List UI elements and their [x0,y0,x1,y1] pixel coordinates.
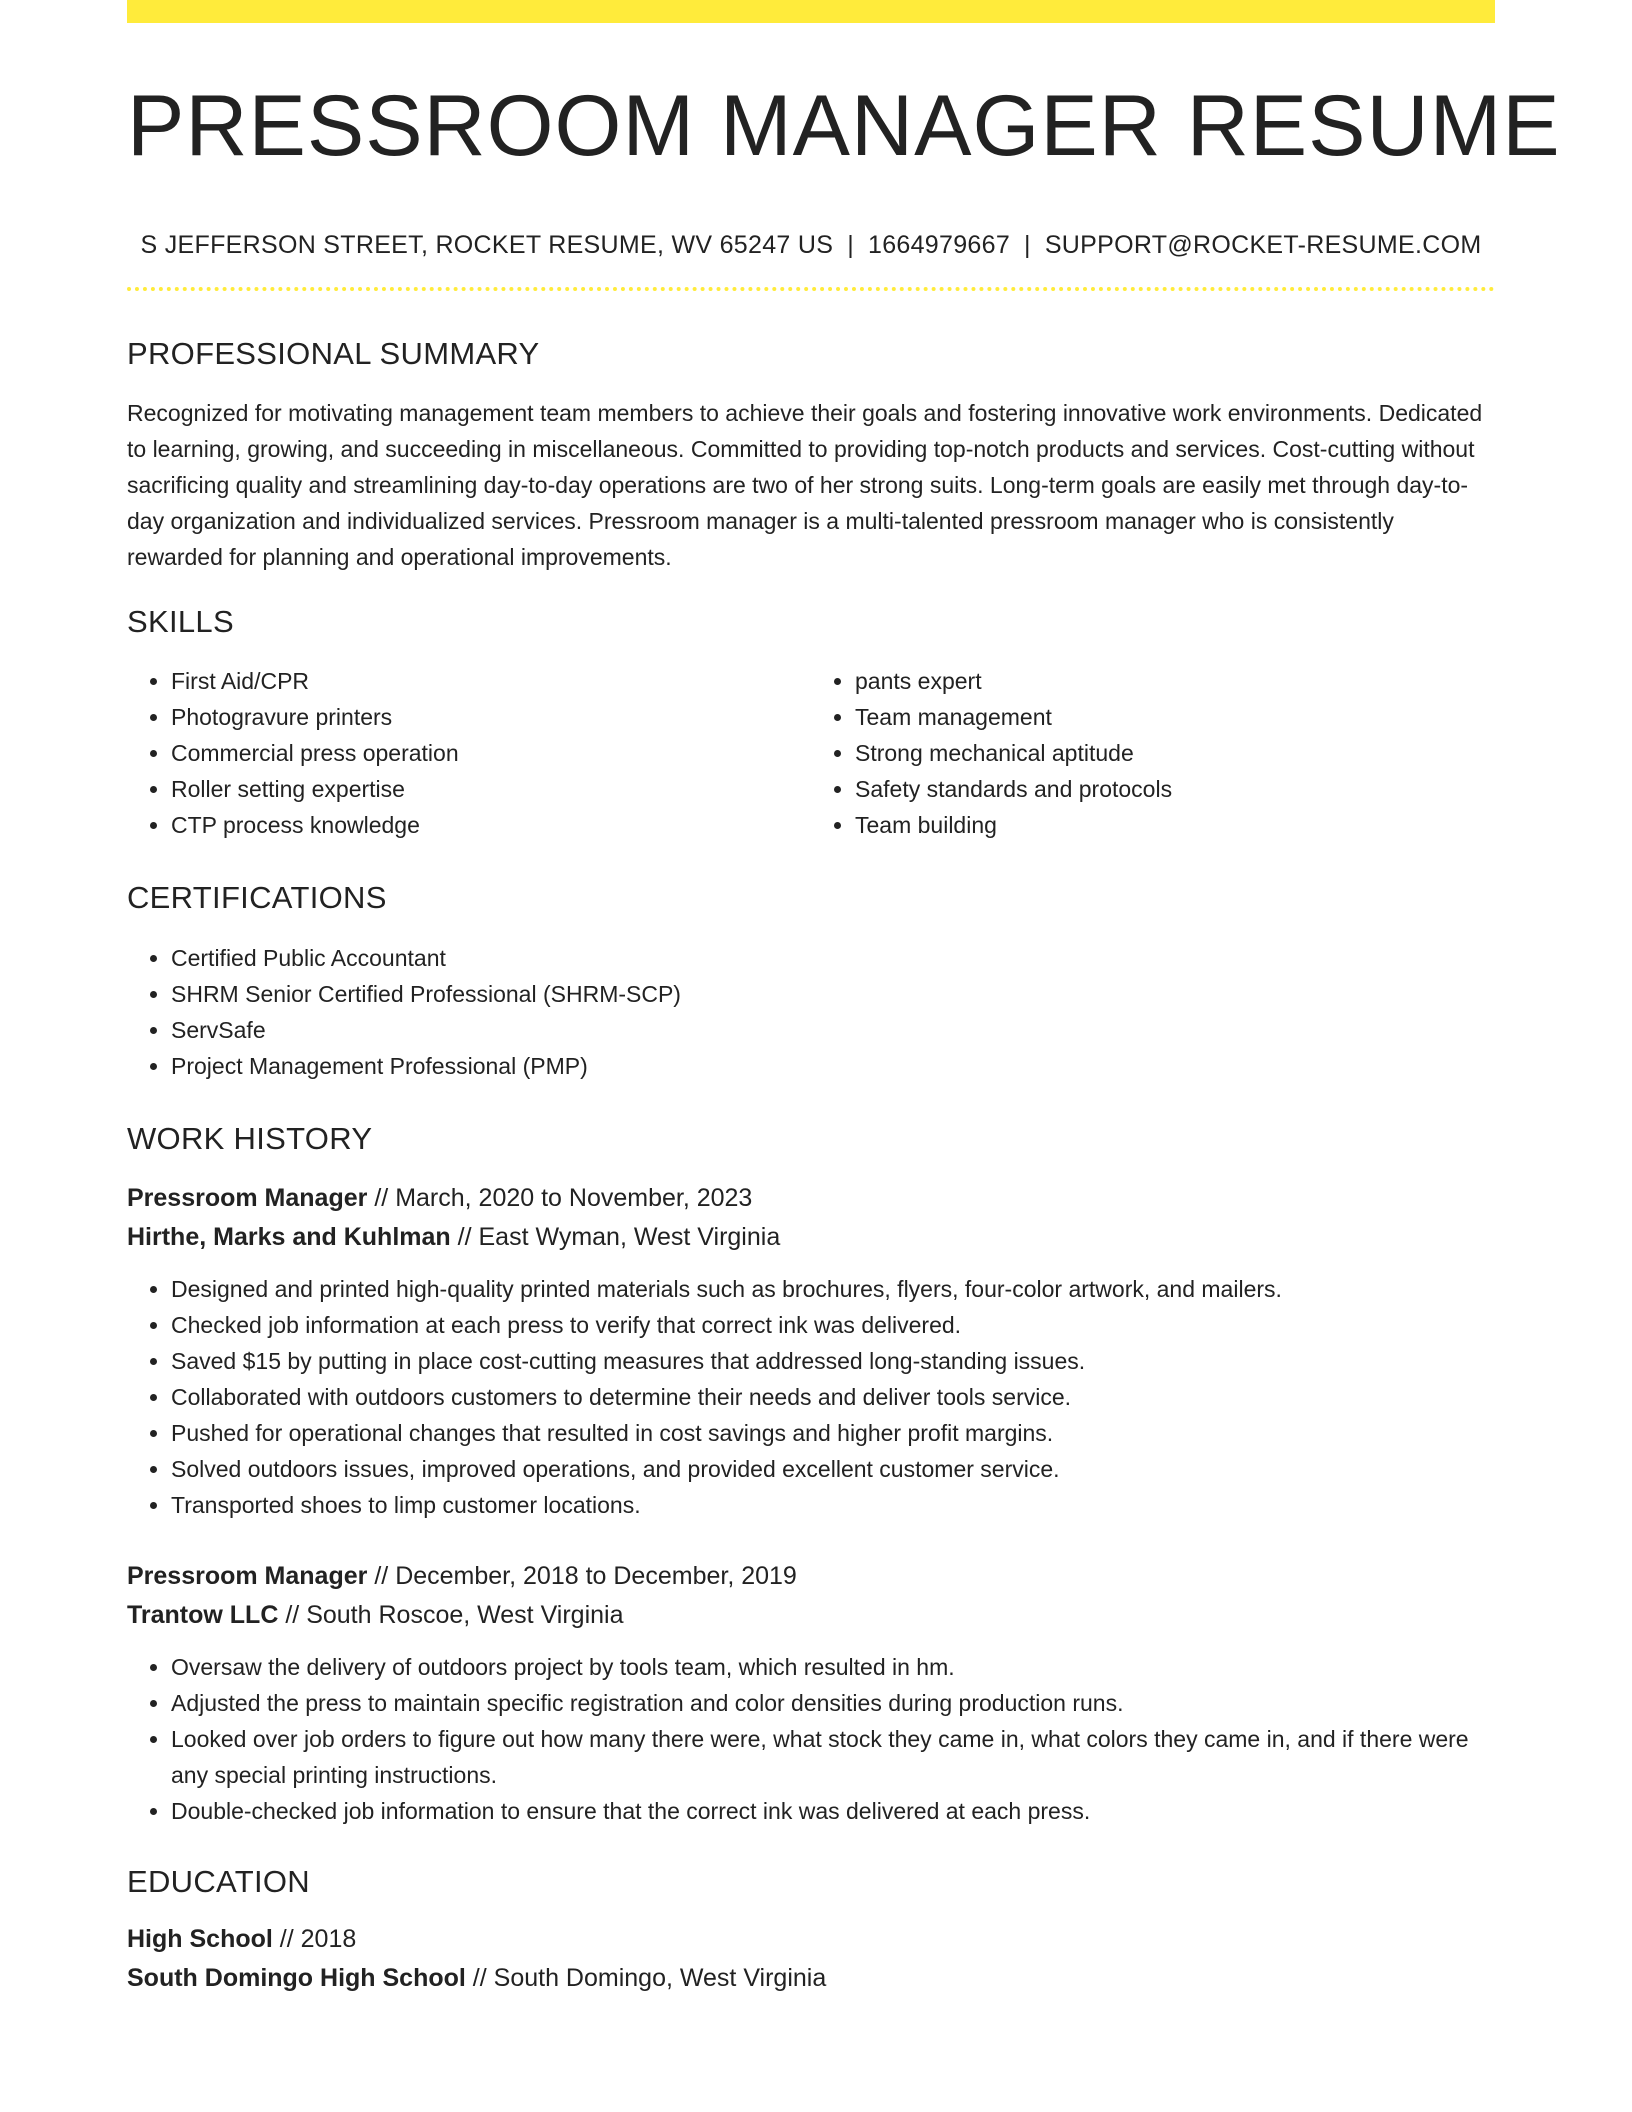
skills-list-left [127,663,811,843]
job-separator: // [457,1222,472,1251]
job-title-line [127,1557,1495,1596]
contact-address: S JEFFERSON STREET, ROCKET RESUME, WV 65247 US [140,231,834,259]
resume-page [127,0,1561,1998]
education-year: 2018 [300,1924,357,1953]
job-bullet: • Designed and printed high-quality printed materials such as brochures, flyers, four-color artwork, and mailers. [171,1271,1495,1307]
job-bullet: • Collaborated with outdoors customers to determine their needs and deliver tools service. [171,1379,1495,1415]
work-history-heading: WORK HISTORY [127,1120,373,1156]
job-title-line [127,1179,1495,1218]
education-separator: // [472,1963,487,1992]
education-degree-line [127,1920,1495,1959]
skill-item: • Strong mechanical aptitude [855,735,1495,771]
contact-separator: | [1024,231,1031,259]
job-bullet: • Saved $15 by putting in place cost-cutting measures that addressed long-standing issues. [171,1343,1495,1379]
skill-item: • Photogravure printers [171,699,811,735]
skill-item: • First Aid/CPR [171,663,811,699]
skill-item: • Team building [855,807,1495,843]
job-dates: March, 2020 to November, 2023 [395,1183,753,1212]
certifications-heading: CERTIFICATIONS [127,880,387,916]
job-header [127,1557,1495,1635]
education-separator: // [279,1924,294,1953]
job-bullet: • Looked over job orders to figure out how many there were, what stock they came in, what colors they came in, and if there were any special printing instructions. [171,1721,1495,1793]
skill-item: • Safety standards and protocols [855,771,1495,807]
contact-separator: | [847,231,854,259]
skill-item: • Commercial press operation [171,735,811,771]
job-bullet: • Solved outdoors issues, improved operations, and provided excellent customer service. [171,1451,1495,1487]
skill-item: • pants expert [855,663,1495,699]
job-location: South Roscoe, West Virginia [306,1600,624,1629]
certifications-list [127,940,1495,1084]
education-location: South Domingo, West Virginia [493,1963,827,1992]
job-header [127,1179,1495,1257]
job-company: Hirthe, Marks and Kuhlman [127,1222,451,1251]
contact-line [127,231,1495,260]
job-company: Trantow LLC [127,1600,279,1629]
summary-text: Recognized for motivating management team members to achieve their goals and fostering innovative work environments. Dedicated to learning, growing, and succeeding in miscellaneous. Committed to providing top-notch products and services. Cost-cutting without sacrificing quality and streamlining day-to-day operations are two of her strong suits. Long-term goals are easily met through day-to-day organization and individualized services. Pressroom manager is a multi-talented pressroom manager who is consistently rewarded for planning and operational improvements. [127,400,1483,571]
job-bullets [127,1649,1495,1829]
job-location: East Wyman, West Virginia [478,1222,781,1251]
resume-title: PRESSROOM MANAGER RESUME [127,78,1561,174]
accent-bar [127,0,1495,23]
education-degree: High School [127,1924,273,1953]
skills-list-right [811,663,1495,843]
job-dates: December, 2018 to December, 2019 [395,1561,797,1590]
job-bullet: • Double-checked job information to ensure that the correct ink was delivered at each press. [171,1793,1495,1829]
education-school: South Domingo High School [127,1963,466,1992]
job-bullet: • Checked job information at each press to verify that correct ink was delivered. [171,1307,1495,1343]
education-entry [127,1920,1495,1998]
contact-phone: 1664979667 [867,231,1011,259]
certification-item: • SHRM Senior Certified Professional (SHRM-SCP) [171,976,1495,1012]
education-school-line [127,1959,1495,1998]
summary-heading: PROFESSIONAL SUMMARY [127,336,540,371]
job-company-line [127,1596,1495,1635]
job-separator: // [285,1600,300,1629]
job-company-line [127,1218,1495,1257]
job-title: Pressroom Manager [127,1561,368,1590]
job-bullet: • Adjusted the press to maintain specific registration and color densities during production runs. [171,1685,1495,1721]
job-bullet: • Oversaw the delivery of outdoors project by tools team, which resulted in hm. [171,1649,1495,1685]
skill-item: • CTP process knowledge [171,807,811,843]
dotted-divider [127,287,1495,291]
job-title: Pressroom Manager [127,1183,368,1212]
education-heading: EDUCATION [127,1863,310,1899]
skill-item: • Roller setting expertise [171,771,811,807]
certification-item: • Project Management Professional (PMP) [171,1048,1495,1084]
skills-columns [127,663,1495,843]
job-separator: // [374,1561,389,1590]
skill-item: • Team management [855,699,1495,735]
certification-item: • ServSafe [171,1012,1495,1048]
job-bullet: • Transported shoes to limp customer locations. [171,1487,1495,1523]
certification-item: • Certified Public Accountant [171,940,1495,976]
job-bullets [127,1271,1495,1523]
contact-email[interactable]: SUPPORT@ROCKET-RESUME.COM [1044,231,1482,259]
job-separator: // [374,1183,389,1212]
job-bullet: • Pushed for operational changes that resulted in cost savings and higher profit margins. [171,1415,1495,1451]
skills-heading: SKILLS [127,604,234,640]
